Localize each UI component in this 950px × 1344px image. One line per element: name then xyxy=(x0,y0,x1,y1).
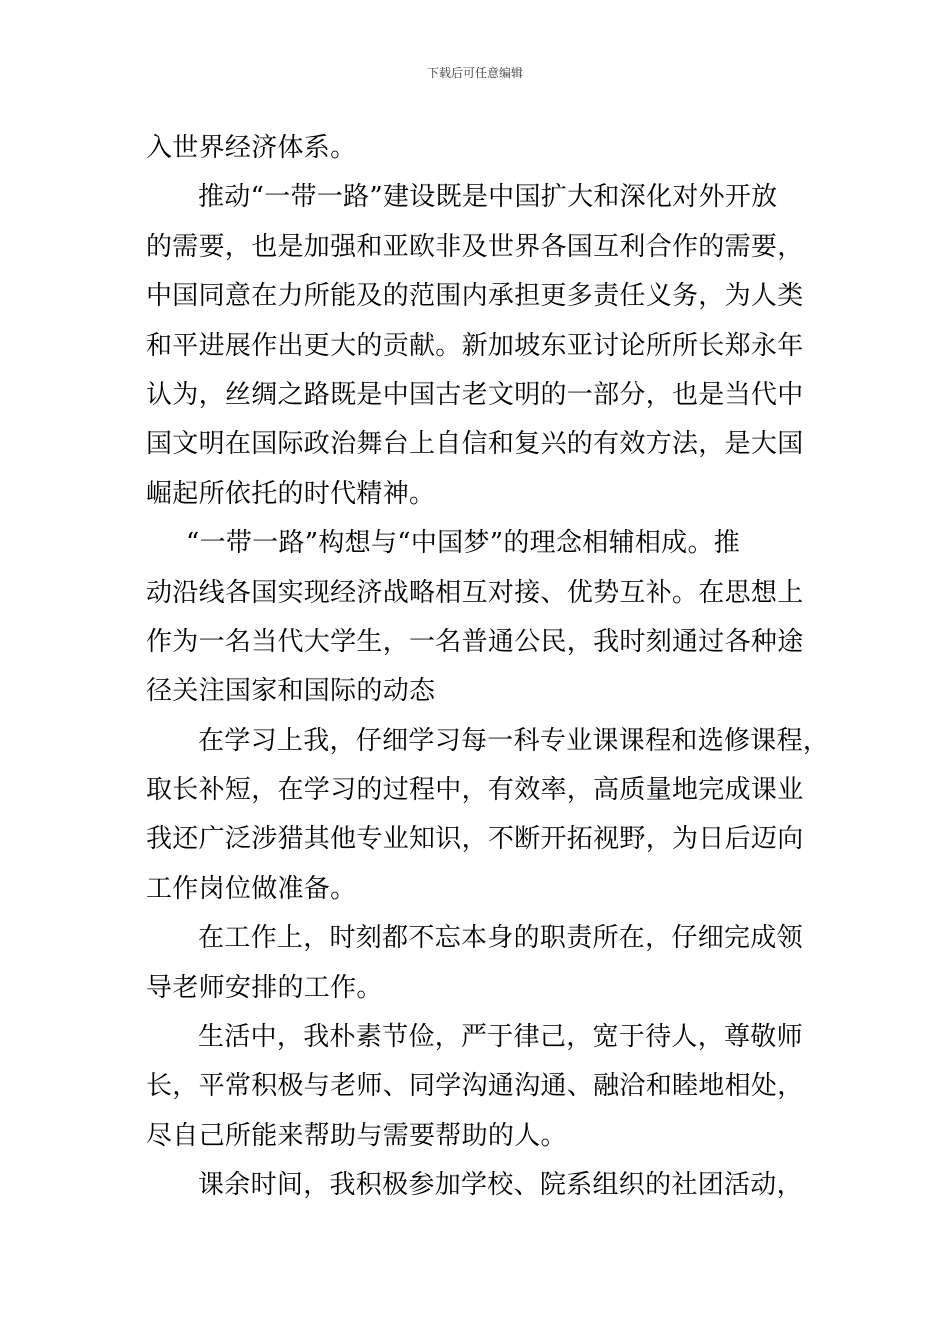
text-line: 和平进展作出更大的贡献。新加坡东亚讨论所所长郑永年 xyxy=(146,330,804,361)
text-line: 导老师安排的工作。 xyxy=(146,972,383,1003)
text-line: 动沿线各国实现经济战略相互对接、优势互补。在思想上 xyxy=(146,577,804,608)
text-line: 径关注国家和国际的动态 xyxy=(146,676,436,707)
document-body xyxy=(146,124,830,1211)
text-line: 工作岗位做准备。 xyxy=(146,873,357,904)
text-line: 入世界经济体系。 xyxy=(146,133,357,163)
page-header: 下载后可任意编辑 xyxy=(426,66,523,80)
text-line: 崛起所依托的时代精神。 xyxy=(146,478,436,509)
text-line: 认为，丝绸之路既是中国古老文明的一部分，也是当代中 xyxy=(146,379,804,410)
text-line: 在工作上，时刻都不忘本身的职责所在，仔细完成领 xyxy=(198,923,803,954)
text-line: 尽自己所能来帮助与需要帮助的人。 xyxy=(146,1120,567,1151)
text-line: 在学习上我，仔细学习每一科专业课课程和选修课程， xyxy=(198,725,830,756)
text-line: 国文明在国际政治舞台上自信和复兴的有效方法，是大国 xyxy=(146,429,804,460)
text-line: 取长补短，在学习的过程中，有效率，高质量地完成课业 xyxy=(146,775,804,806)
text-line: 我还广泛涉猎其他专业知识，不断开拓视野，为日后迈向 xyxy=(146,824,804,855)
text-line: 推动“一带一路”建设既是中国扩大和深化对外开放 xyxy=(198,182,778,213)
text-line: 的需要，也是加强和亚欧非及世界各国互利合作的需要， xyxy=(146,231,804,262)
text-line: 作为一名当代大学生，一名普通公民，我时刻通过各种途 xyxy=(146,626,804,657)
text-line: 长，平常积极与老师、同学沟通沟通、融洽和睦地相处， xyxy=(146,1071,804,1102)
text-line: 中国同意在力所能及的范围内承担更多责任义务，为人类 xyxy=(146,281,804,312)
text-line: “一带一路”构想与“中国梦”的理念相辅相成。推 xyxy=(186,528,741,559)
text-line: 生活中，我朴素节俭，严于律己，宽于待人，尊敬师 xyxy=(198,1022,803,1053)
text-line: 课余时间，我积极参加学校、院系组织的社团活动， xyxy=(198,1170,803,1201)
